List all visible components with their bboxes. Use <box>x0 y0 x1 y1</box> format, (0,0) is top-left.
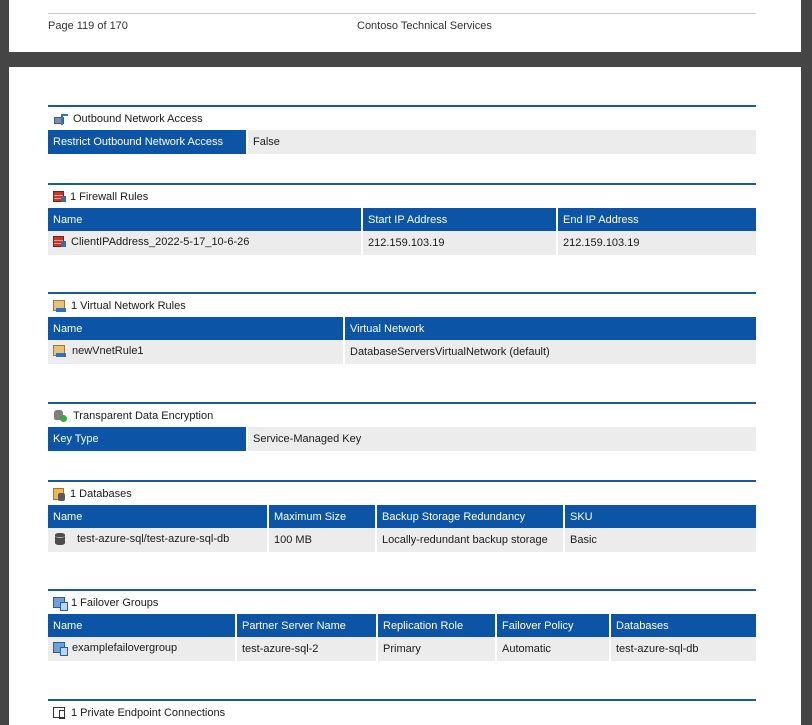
failover-databases: test-azure-sql-db <box>611 637 756 661</box>
table-row <box>48 528 756 552</box>
failover-group-icon <box>53 642 65 653</box>
network-icon <box>53 112 67 125</box>
page-previous <box>9 0 801 52</box>
column-header: Name <box>48 614 235 637</box>
column-header: Start IP Address <box>363 208 556 231</box>
tde-section <box>48 402 756 451</box>
table-row <box>48 637 756 661</box>
column-header: Virtual Network <box>345 317 756 340</box>
tde-title-text: Transparent Data Encryption <box>73 409 214 422</box>
column-header: Failover Policy <box>497 614 609 637</box>
firewall-section <box>48 183 756 255</box>
databases-table <box>46 505 758 552</box>
firewall-title-text: 1 Firewall Rules <box>70 190 149 203</box>
databases-title-text: 1 Databases <box>70 487 132 500</box>
tde-value: Service-Managed Key <box>248 427 756 451</box>
table-row <box>48 231 756 255</box>
vnet-table <box>46 317 758 364</box>
column-header: SKU <box>565 505 756 528</box>
tde-key: Key Type <box>48 427 246 451</box>
vnet-section <box>48 292 756 364</box>
page-current <box>9 67 801 725</box>
column-header: Databases <box>611 614 756 637</box>
databases-title <box>48 480 756 505</box>
private-endpoints-title-text: 1 Private Endpoint Connections <box>71 706 226 719</box>
column-header: Name <box>48 505 267 528</box>
header-divider <box>48 13 756 14</box>
replication-role: Primary <box>378 637 495 661</box>
start-ip: 212.159.103.19 <box>363 231 556 255</box>
outbound-value: False <box>248 130 756 154</box>
column-header: Maximum Size <box>269 505 375 528</box>
firewall-icon <box>53 191 64 202</box>
outbound-key: Restrict Outbound Network Access <box>48 130 246 154</box>
column-header: Name <box>48 208 361 231</box>
firewall-rule-icon <box>53 236 64 247</box>
private-endpoints-section <box>48 699 756 724</box>
failover-icon <box>53 597 65 608</box>
vnet-rule-name: newVnetRule1 <box>72 344 144 357</box>
firewall-rule-name: ClientIPAddress_2022-5-17_10-6-26 <box>71 235 250 248</box>
column-header: Backup Storage Redundancy <box>377 505 563 528</box>
failover-group-name: examplefailovergroup <box>72 641 178 654</box>
failover-title <box>48 589 756 614</box>
column-header: Replication Role <box>378 614 495 637</box>
outbound-section <box>48 105 756 154</box>
failover-table <box>46 614 758 661</box>
private-endpoints-title <box>48 699 756 724</box>
outbound-title-text: Outbound Network Access <box>73 112 203 125</box>
outbound-title <box>48 105 756 130</box>
column-header: End IP Address <box>558 208 756 231</box>
vnet-rule-icon <box>53 345 65 356</box>
sku: Basic <box>565 528 756 552</box>
outbound-table <box>46 130 758 154</box>
virtual-network-value: DatabaseServersVirtualNetwork (default) <box>345 340 756 364</box>
virtual-network-icon <box>53 300 65 311</box>
partner-server: test-azure-sql-2 <box>237 637 376 661</box>
backup-redundancy: Locally-redundant backup storage <box>377 528 563 552</box>
database-icon <box>55 533 65 545</box>
firewall-table <box>46 208 758 255</box>
table-row <box>48 340 756 364</box>
vnet-title-text: 1 Virtual Network Rules <box>71 299 186 312</box>
failover-section <box>48 589 756 661</box>
vnet-title <box>48 292 756 317</box>
column-header: Name <box>48 317 343 340</box>
databases-section <box>48 480 756 552</box>
tde-title <box>48 402 756 427</box>
databases-icon <box>53 488 64 500</box>
column-header: Partner Server Name <box>237 614 376 637</box>
page-number: Page 119 of 170 <box>48 20 128 32</box>
database-name: test-azure-sql/test-azure-sql-db <box>77 532 230 545</box>
private-endpoint-icon <box>53 707 65 718</box>
encryption-icon <box>53 409 67 422</box>
end-ip: 212.159.103.19 <box>558 231 756 255</box>
firewall-title <box>48 183 756 208</box>
failover-policy: Automatic <box>497 637 609 661</box>
maximum-size: 100 MB <box>269 528 375 552</box>
company-name: Contoso Technical Services <box>357 20 492 32</box>
failover-title-text: 1 Failover Groups <box>71 596 159 609</box>
tde-table <box>46 427 758 451</box>
